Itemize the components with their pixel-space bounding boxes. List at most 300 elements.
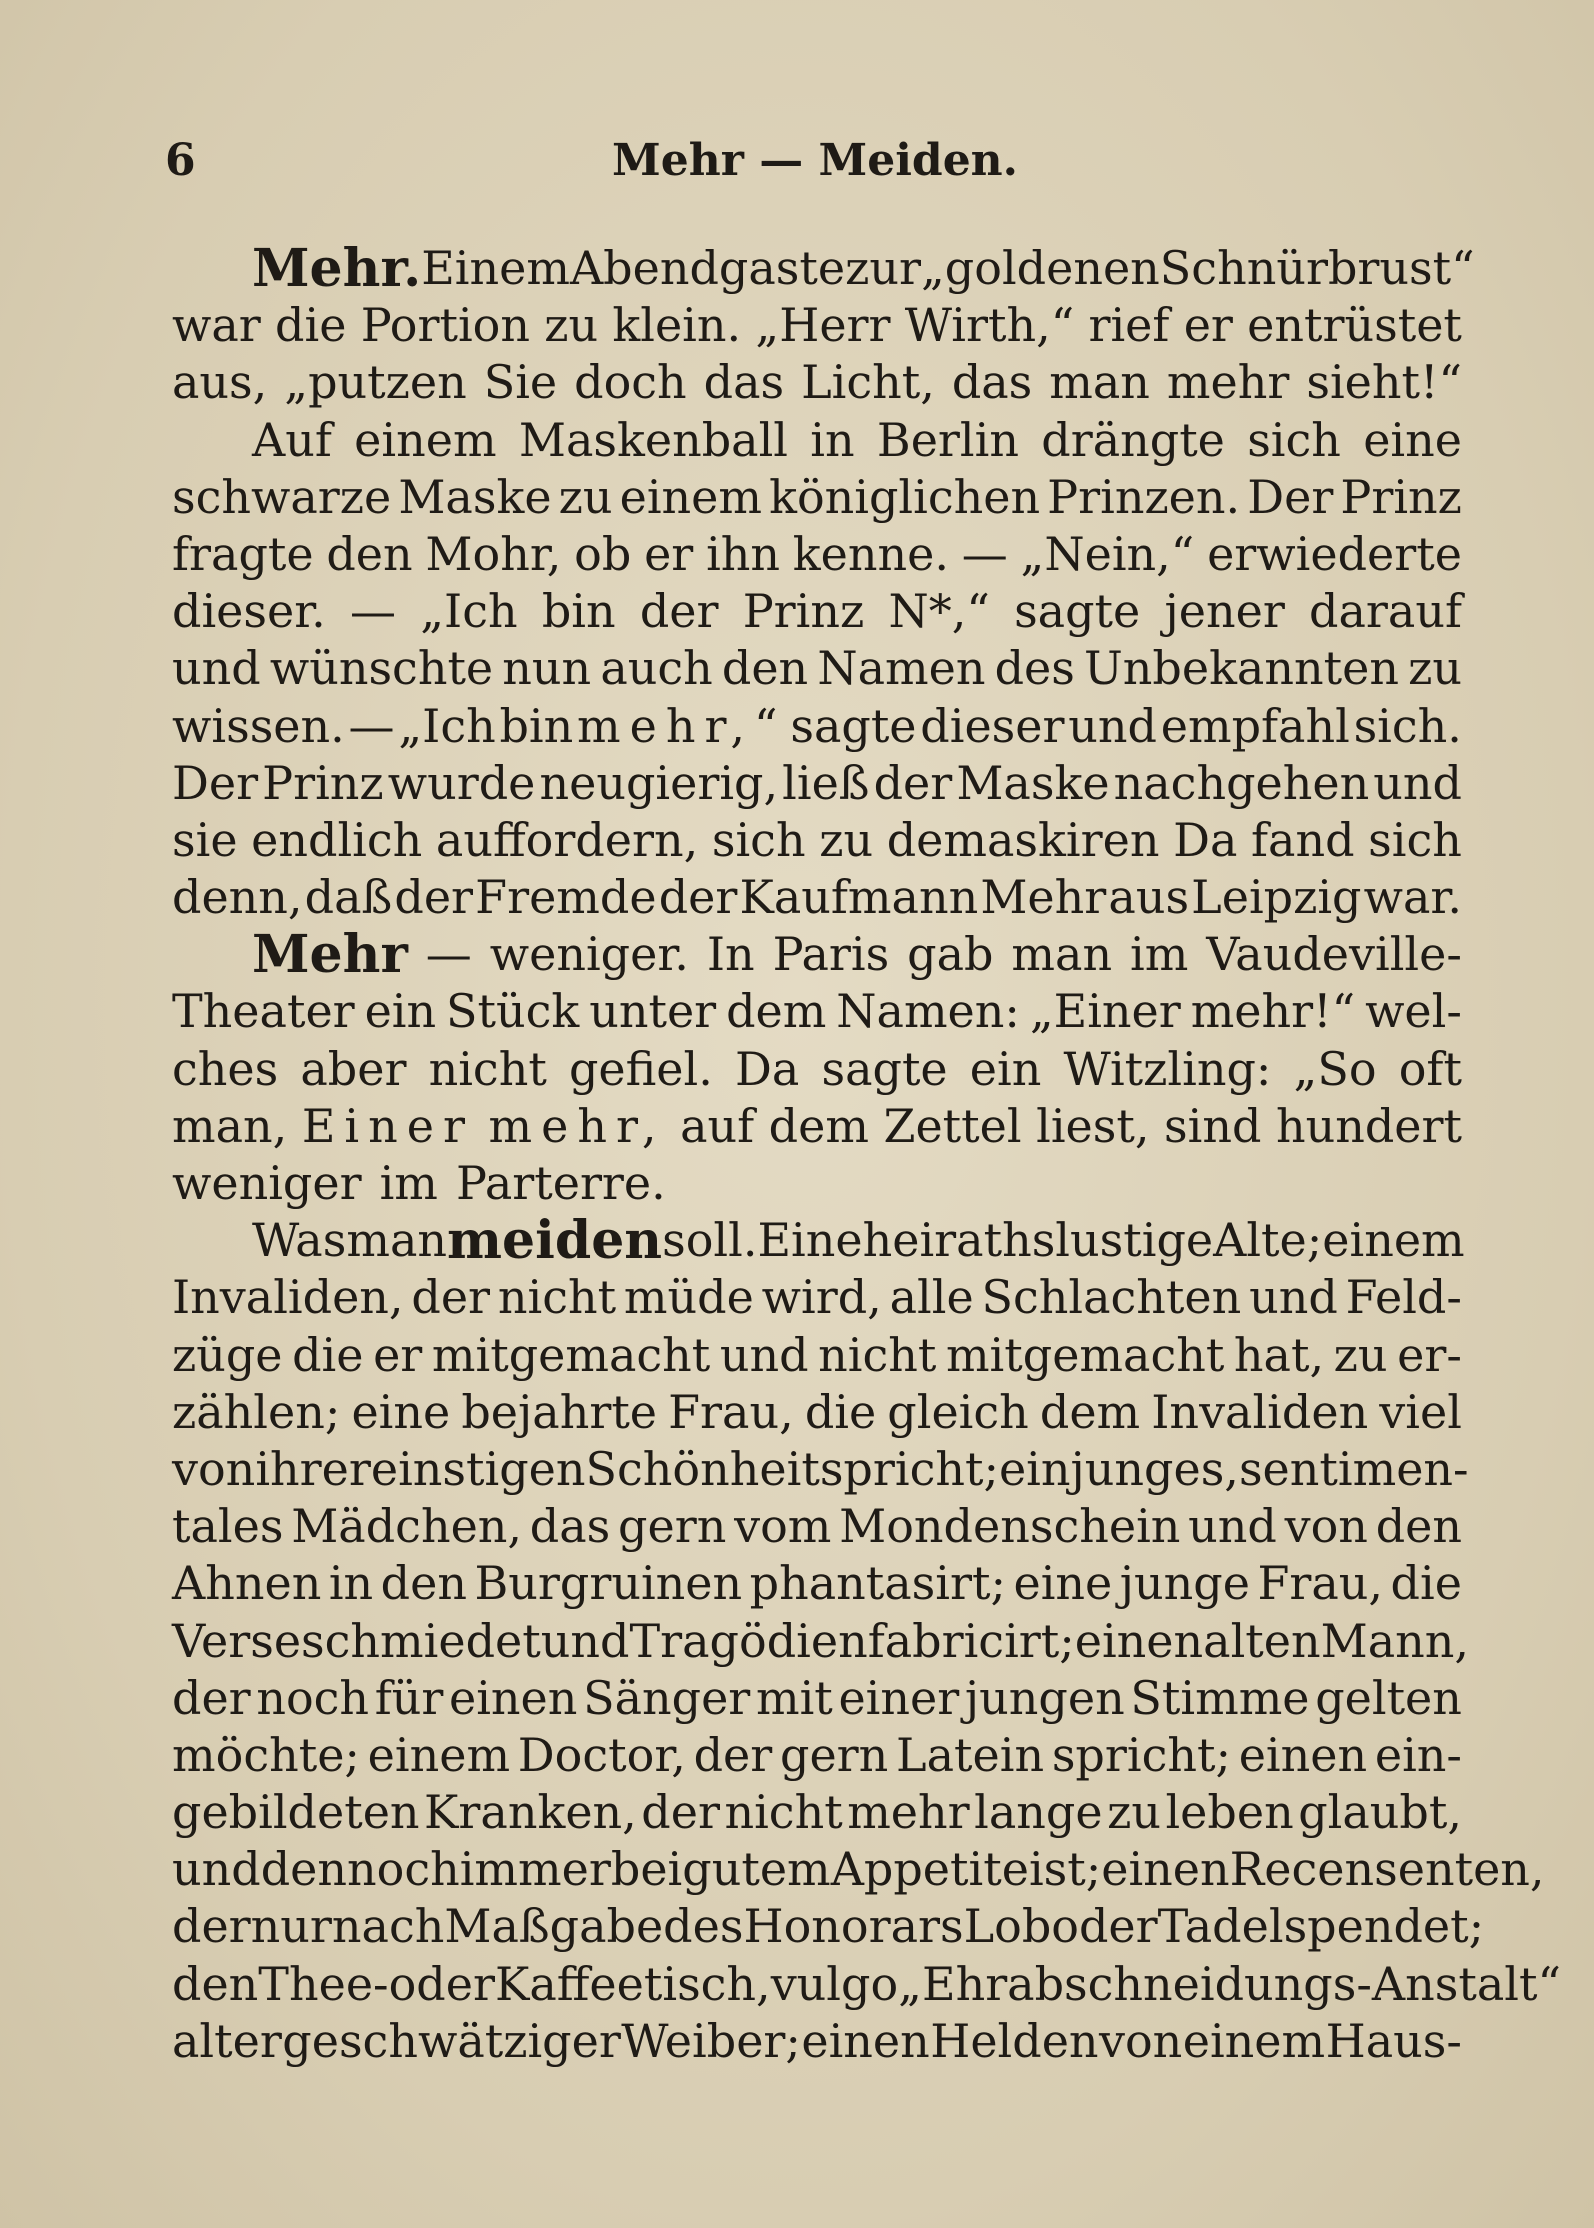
word: Haus- — [1325, 2013, 1462, 2068]
word: der — [172, 1670, 251, 1725]
word: sentimen- — [1238, 1441, 1469, 1496]
word: leben — [1165, 1785, 1294, 1840]
word: Lob — [963, 1899, 1052, 1954]
word: zu — [819, 812, 874, 867]
word: Stück — [446, 984, 580, 1039]
word: mehr — [1166, 355, 1290, 410]
word: gab — [907, 927, 994, 982]
word: das — [951, 355, 1033, 410]
headword: meiden — [447, 1210, 663, 1272]
word: Mehr — [980, 870, 1107, 925]
text-line — [172, 1498, 1462, 1555]
word: Paris — [772, 927, 890, 982]
word: einem — [1322, 1213, 1465, 1268]
word: einem — [1182, 2013, 1326, 2068]
word: Prinz — [742, 584, 865, 639]
word: erwiederte — [1207, 526, 1462, 581]
word: den — [1375, 1499, 1462, 1554]
word: Kaffeetisch, — [494, 1956, 771, 2011]
word: wünschte — [269, 641, 494, 696]
word: Invaliden, — [172, 1270, 404, 1325]
word: einem — [354, 412, 497, 467]
word: „Herr — [755, 298, 891, 353]
word: fand — [1251, 812, 1355, 867]
word: Theater — [172, 984, 355, 1039]
word: einen — [1101, 1842, 1230, 1897]
word: zu — [558, 469, 613, 524]
word: demaskiren — [886, 812, 1160, 867]
word: Abendgaste — [569, 241, 846, 295]
paragraph — [172, 1210, 1561, 2070]
word: gefiel. — [568, 1041, 713, 1096]
word: wel- — [1365, 984, 1462, 1039]
word: mitgemacht — [431, 1327, 711, 1382]
text-line — [172, 1269, 1462, 1326]
word: die — [292, 1327, 364, 1382]
word: in — [810, 412, 855, 467]
word: nun — [502, 641, 592, 696]
word: endlich — [251, 812, 423, 867]
word: alter — [172, 2013, 282, 2068]
text-line — [172, 2013, 1462, 2070]
word: einen — [1074, 1613, 1204, 1668]
word: den — [721, 641, 809, 696]
word: und — [1068, 698, 1157, 753]
word: bin — [541, 584, 616, 639]
word: gutem — [682, 1842, 831, 1897]
word: Mohr, — [425, 526, 562, 581]
word: gern — [618, 1499, 727, 1554]
text-line — [172, 354, 1462, 411]
text-line — [172, 412, 1462, 469]
word: unter — [589, 984, 717, 1039]
text-line — [172, 1384, 1462, 1441]
text-line — [172, 1041, 1462, 1098]
word: drängte — [1041, 412, 1225, 467]
word: mehr, — [488, 1098, 666, 1153]
word: man — [1049, 355, 1150, 410]
running-head: Mehr — Meiden. — [612, 135, 1018, 186]
word: mitgemacht — [945, 1327, 1225, 1382]
word: oder — [1051, 1899, 1158, 1954]
word: junges, — [1070, 1441, 1239, 1496]
word: spendet; — [1283, 1899, 1485, 1954]
word: Doctor, — [517, 1727, 686, 1782]
word: Thee- — [258, 1956, 389, 2011]
word: sagte — [1014, 584, 1141, 639]
word: soll. — [662, 1213, 758, 1268]
word: glaubt, — [1298, 1785, 1462, 1840]
word: empfahl — [1160, 698, 1350, 753]
text-line — [172, 238, 1475, 299]
word: und — [172, 641, 261, 696]
word: Stimme — [1130, 1670, 1310, 1725]
word: den — [380, 1556, 467, 1611]
word: man — [346, 1213, 447, 1268]
word: wissen. — [172, 698, 345, 753]
word: Zettel — [883, 1098, 1022, 1153]
word: Schlachten — [981, 1270, 1242, 1325]
word: der — [394, 870, 474, 925]
word: Maske — [398, 469, 552, 524]
word: oder — [388, 1956, 495, 2011]
text-line — [172, 1841, 1545, 1898]
word: oft — [1398, 1041, 1462, 1096]
word: nur — [250, 1899, 332, 1954]
word: aber — [300, 1041, 407, 1096]
word: einem — [619, 469, 762, 524]
word: gern — [780, 1727, 889, 1782]
word: sich. — [1353, 698, 1462, 753]
word: einem — [367, 1727, 511, 1782]
word: Da — [1173, 812, 1238, 867]
word: phantasirt; — [749, 1556, 1006, 1611]
word: und — [1373, 755, 1462, 810]
word: — — [348, 698, 395, 753]
word: fabricirt; — [867, 1613, 1075, 1668]
word: müde — [623, 1270, 754, 1325]
word: für — [374, 1670, 444, 1725]
word: darauf — [1309, 584, 1462, 639]
word: man — [1011, 927, 1113, 982]
word: ließ — [782, 755, 870, 810]
word: einen — [801, 2013, 930, 2068]
word: ein — [364, 984, 437, 1039]
word: dem — [1039, 1384, 1141, 1439]
word: geschwätziger — [282, 2013, 621, 2068]
word: mit — [755, 1670, 833, 1725]
word: Mädchen, — [291, 1499, 523, 1554]
word: ein — [998, 1441, 1071, 1496]
word: eine — [1363, 412, 1462, 467]
word: und — [719, 1327, 809, 1382]
word: gleich — [887, 1384, 1029, 1439]
word: Schönheit — [585, 1441, 820, 1496]
word: Licht, — [801, 355, 935, 410]
word: dennoch — [260, 1842, 460, 1897]
word: war — [172, 298, 261, 353]
word: Prinz — [262, 755, 384, 810]
word: zu — [1107, 1785, 1161, 1840]
word: entrüstet — [1247, 298, 1462, 353]
word: zu — [1408, 641, 1462, 696]
word: mehr — [847, 1785, 970, 1840]
word: N*,“ — [888, 584, 990, 639]
word: er — [1183, 298, 1233, 353]
word: bei — [610, 1842, 683, 1897]
word: ist; — [1028, 1842, 1102, 1897]
word: viel — [1379, 1384, 1462, 1439]
word: hat, — [1233, 1327, 1325, 1382]
word: einen — [1238, 1727, 1368, 1782]
word: Der — [172, 755, 259, 810]
word: der — [172, 1899, 251, 1954]
page-number: 6 — [165, 135, 196, 186]
word: neugierig, — [539, 755, 779, 810]
text-line — [172, 1956, 1561, 2013]
word: Maskenball — [518, 412, 788, 467]
word: die — [275, 298, 347, 353]
word: nicht — [497, 1270, 617, 1325]
word: er — [644, 526, 694, 581]
word: wird, — [761, 1270, 882, 1325]
headword: Mehr. — [252, 238, 422, 299]
word: ches — [172, 1041, 279, 1096]
word: Frau, — [668, 1384, 794, 1439]
text-line — [172, 1727, 1462, 1784]
word: von — [1284, 1499, 1368, 1554]
word: Schnürbrust“ — [1159, 241, 1475, 295]
word: ihrer — [255, 1441, 371, 1496]
word: heirathslustige — [862, 1213, 1214, 1268]
page-header — [165, 135, 1465, 195]
word: In — [706, 927, 755, 982]
word: Wirth,“ — [904, 298, 1075, 353]
text-line — [172, 1555, 1462, 1612]
word: Tadel — [1157, 1899, 1284, 1954]
text-line — [172, 1784, 1462, 1841]
word: bin — [499, 698, 574, 753]
word: Helden — [930, 2013, 1099, 2068]
word: Feld- — [1345, 1270, 1462, 1325]
word: einstigen — [370, 1441, 586, 1496]
word: daß — [304, 870, 393, 925]
word: Einer — [301, 1098, 474, 1153]
word: bejahrte — [461, 1384, 658, 1439]
word: einen — [449, 1670, 578, 1725]
word: Prinzen. — [1047, 469, 1241, 524]
text-line — [172, 583, 1462, 640]
word: von — [1099, 2013, 1183, 2068]
word: vulgo — [770, 1956, 899, 2011]
text-line — [172, 640, 1462, 697]
word: königlichen — [769, 469, 1041, 524]
word: junge — [1119, 1556, 1250, 1611]
word: dem — [768, 1098, 869, 1153]
word: in — [328, 1556, 374, 1611]
word: denn, — [172, 870, 303, 925]
word: Tragödien — [629, 1613, 868, 1668]
word: Auf — [252, 412, 332, 467]
word: Unbekannten — [1084, 641, 1399, 696]
word: Appetite — [830, 1842, 1029, 1897]
word: „Ich — [420, 584, 518, 639]
word: Mondenschein — [839, 1499, 1181, 1554]
word: des — [994, 641, 1075, 696]
word: er- — [1397, 1327, 1462, 1382]
word: Maske — [956, 755, 1110, 810]
word: der — [693, 1727, 773, 1782]
word: aus — [1108, 870, 1190, 925]
word: sich — [711, 812, 806, 867]
word: sieht!“ — [1306, 355, 1462, 410]
word: schmiedet — [301, 1613, 541, 1668]
word: Recensenten, — [1229, 1842, 1545, 1897]
text-line — [172, 526, 1462, 583]
text-line — [172, 1898, 1485, 1955]
word: dieser. — [172, 584, 326, 639]
word: Honorars — [743, 1899, 964, 1954]
text-line — [172, 812, 1462, 869]
text-line — [172, 869, 1462, 926]
word: sie — [172, 812, 238, 867]
word: vom — [734, 1499, 832, 1554]
word: Alte; — [1213, 1213, 1323, 1268]
word: „So — [1293, 1041, 1377, 1096]
word: der — [411, 1270, 491, 1325]
paragraph — [172, 926, 1462, 1212]
word: Portion — [360, 298, 530, 353]
text-line — [172, 1441, 1469, 1498]
word: mehr,“ — [577, 698, 787, 753]
word: ein — [969, 1041, 1042, 1096]
word: des — [663, 1899, 744, 1954]
word: zu — [544, 298, 599, 353]
word: Maßgabe — [444, 1899, 664, 1954]
text-line — [172, 297, 1462, 354]
word: auffordern, — [435, 812, 699, 867]
word: rief — [1088, 298, 1170, 353]
word: das — [529, 1499, 611, 1554]
word: und — [540, 1613, 630, 1668]
word: — — [350, 584, 396, 639]
word: tales — [172, 1499, 284, 1554]
word: nicht — [428, 1041, 547, 1096]
text-line — [172, 1613, 1470, 1670]
word: Parterre. — [455, 1156, 666, 1210]
word: weniger. — [489, 927, 689, 982]
word: auf — [680, 1098, 755, 1153]
text-line — [172, 698, 1462, 755]
text-line — [172, 924, 1462, 986]
word: zur — [845, 241, 921, 295]
word: von — [172, 1441, 256, 1496]
headword: Mehr — [252, 924, 408, 986]
word: Invaliden — [1151, 1384, 1369, 1439]
word: sind — [1164, 1098, 1262, 1153]
word: Der — [1247, 469, 1334, 524]
word: der — [639, 584, 719, 639]
word: „Ich — [398, 698, 496, 753]
word: alten — [1203, 1613, 1321, 1668]
word: nicht — [818, 1327, 937, 1382]
text-line — [172, 1155, 1462, 1212]
word: jener — [1164, 584, 1285, 639]
word: liest, — [1036, 1098, 1150, 1153]
word: die — [1390, 1556, 1462, 1611]
word: ihn — [706, 526, 781, 581]
word: sagte — [790, 698, 917, 753]
paragraph — [172, 412, 1462, 927]
word: Witzling: — [1063, 1041, 1272, 1096]
word: gebildeten — [172, 1785, 420, 1840]
word: hundert — [1275, 1098, 1462, 1153]
word: noch — [256, 1670, 370, 1725]
word: eine — [351, 1384, 451, 1439]
word: nachgehen — [1113, 755, 1370, 810]
word: Einem — [421, 241, 570, 295]
word: immer — [459, 1842, 611, 1897]
word: einer — [838, 1670, 960, 1725]
word: sich — [1247, 412, 1341, 467]
word: „Einer — [1029, 984, 1181, 1039]
word: lange — [974, 1785, 1103, 1840]
word: alle — [889, 1270, 974, 1325]
word: Burgruinen — [474, 1556, 743, 1611]
word: Namen: — [836, 984, 1020, 1039]
word: doch — [574, 355, 687, 410]
word: spricht; — [1051, 1727, 1231, 1782]
word: und — [1188, 1499, 1277, 1554]
word: Berlin — [876, 412, 1019, 467]
word: aus, — [172, 355, 268, 410]
page-body — [172, 238, 1561, 2070]
word: der — [658, 870, 738, 925]
paragraph — [172, 238, 1475, 412]
word: ob — [574, 526, 632, 581]
word: züge — [172, 1327, 283, 1382]
word: „putzen — [284, 355, 467, 410]
word: Eine — [757, 1213, 863, 1268]
word: „Nein,“ — [1020, 526, 1195, 581]
word: auch — [600, 641, 713, 696]
word: ein- — [1374, 1727, 1462, 1782]
word: Leipzig — [1191, 870, 1362, 925]
word: zählen; — [172, 1384, 341, 1439]
word: „goldenen — [920, 241, 1160, 295]
word: Da — [735, 1041, 800, 1096]
word: wurde — [387, 755, 536, 810]
word: klein. — [612, 298, 742, 353]
word: Sie — [483, 355, 558, 410]
word: gelten — [1315, 1670, 1462, 1725]
word: im — [379, 1156, 438, 1210]
word: das — [703, 355, 785, 410]
word: fragte — [172, 526, 314, 581]
word: Prinz — [1340, 469, 1462, 524]
word: sich — [1368, 812, 1462, 867]
text-line — [172, 1098, 1462, 1155]
word: — — [961, 526, 1008, 581]
word: Fremde — [475, 870, 657, 925]
word: Frau, — [1257, 1556, 1384, 1611]
word: Weiber; — [621, 2013, 801, 2068]
word: eine — [1013, 1556, 1113, 1611]
word: Sänger — [583, 1670, 751, 1725]
text-line — [172, 469, 1462, 526]
word: Kaufmann — [739, 870, 979, 925]
word: schwarze — [172, 469, 392, 524]
word: dem — [726, 984, 827, 1039]
text-line — [172, 1670, 1462, 1727]
word: Verse — [172, 1613, 302, 1668]
word: mehr!“ — [1190, 984, 1356, 1039]
word: Was — [252, 1213, 347, 1268]
word: dieser — [920, 698, 1065, 753]
word: sagte — [821, 1041, 948, 1096]
word: Latein — [896, 1727, 1045, 1782]
word: war. — [1363, 870, 1462, 925]
word: der — [641, 1785, 720, 1840]
word: im — [1130, 927, 1189, 982]
word: kenne. — [792, 526, 949, 581]
word: zu — [1333, 1327, 1388, 1382]
word: jungen — [964, 1670, 1125, 1725]
word: Namen — [817, 641, 986, 696]
word: nach — [331, 1899, 445, 1954]
word: die — [804, 1384, 877, 1439]
text-line — [172, 755, 1462, 812]
